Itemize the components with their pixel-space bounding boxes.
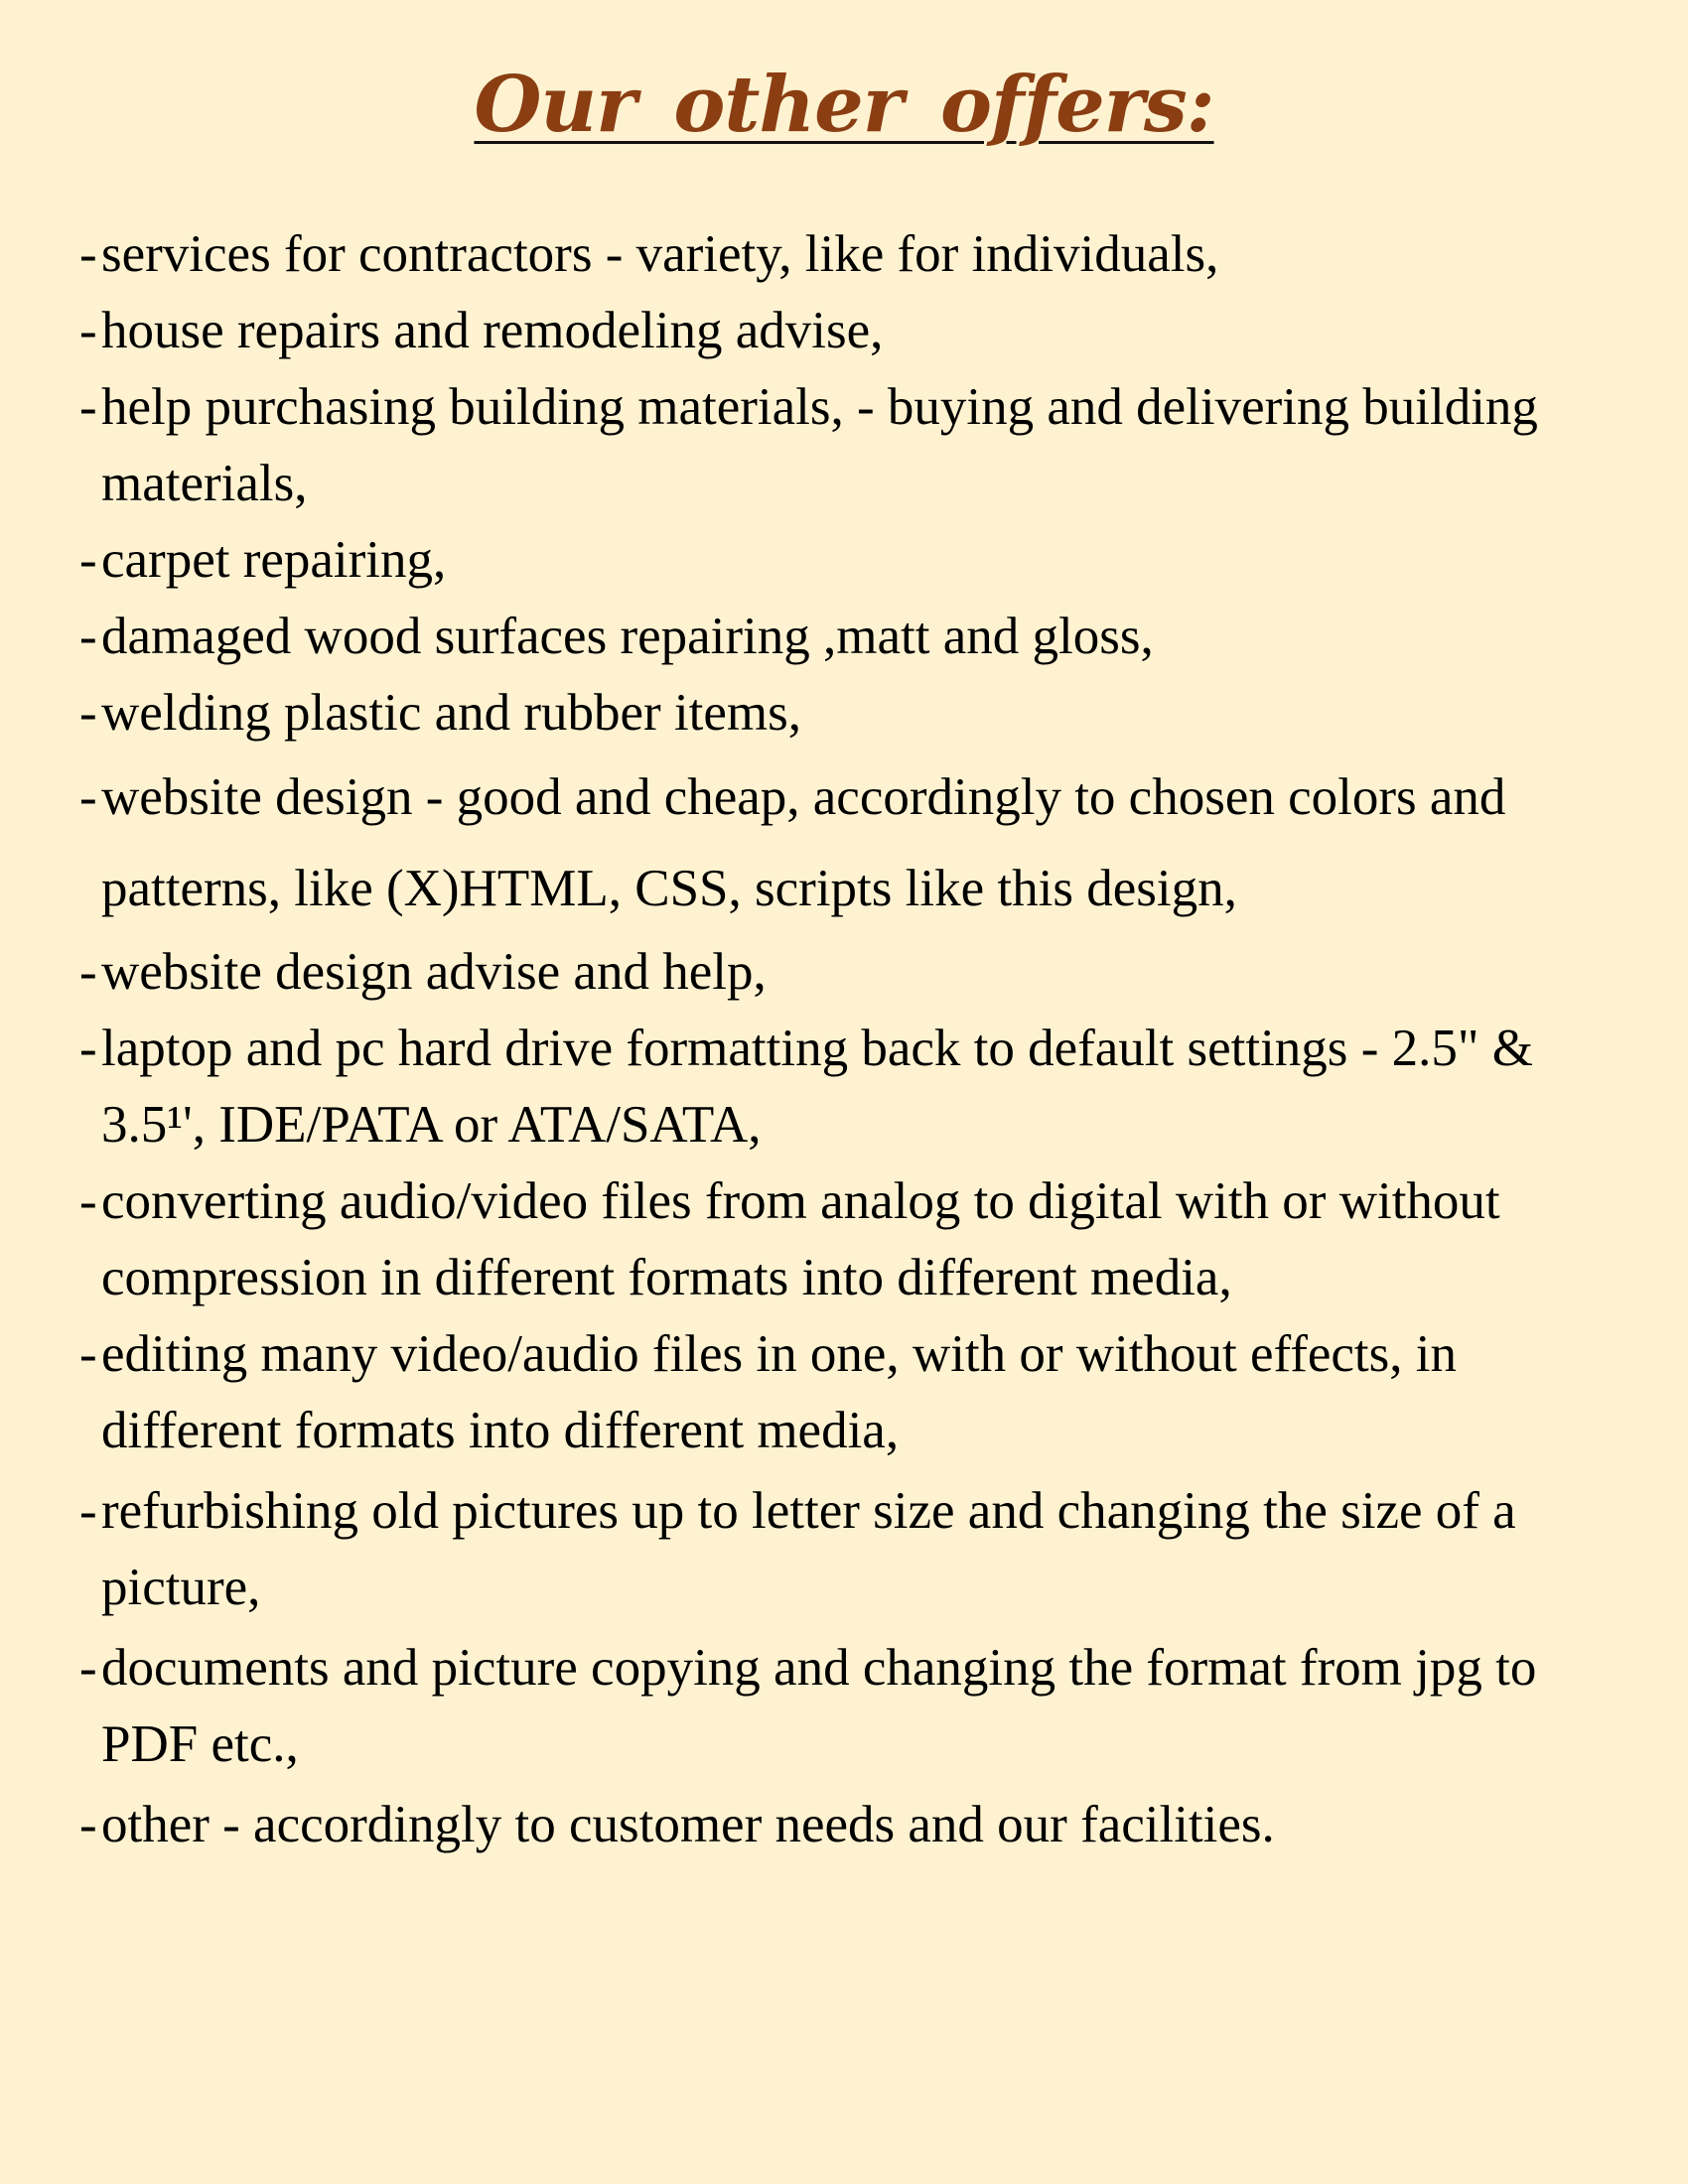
offer-text: damaged wood surfaces repairing ,matt and gloss, <box>101 608 1154 665</box>
bullet-dash: - <box>79 768 97 826</box>
bullet-dash: - <box>79 1796 97 1853</box>
offer-item-welding <box>79 675 1628 751</box>
offer-text: services for contractors - variety, like for individuals, <box>101 225 1219 283</box>
offer-text: refurbishing old pictures up to letter size and changing the size of a picture, <box>101 1482 1516 1616</box>
bullet-dash: - <box>79 302 97 359</box>
bullet-dash: - <box>79 943 97 1001</box>
offer-text: website design - good and cheap, accordingly to chosen colors and patterns, like (X)HTML, CSS, scripts like this design, <box>101 768 1506 917</box>
offer-text: website design advise and help, <box>101 943 767 1001</box>
bullet-dash: - <box>79 1482 97 1540</box>
bullet-dash: - <box>79 1639 97 1697</box>
offer-text: house repairs and remodeling advise, <box>101 302 884 359</box>
offer-item-website-design <box>79 751 1628 934</box>
offer-text: other - accordingly to customer needs and our facilities. <box>101 1796 1275 1853</box>
offers-list <box>79 216 1628 1863</box>
offer-item-documents <box>79 1630 1628 1783</box>
bullet-dash: - <box>79 1325 97 1383</box>
bullet-dash: - <box>79 608 97 665</box>
offer-text: help purchasing building materials, - buying and delivering building materials, <box>101 378 1538 512</box>
bullet-dash: - <box>79 225 97 283</box>
offer-item-pictures <box>79 1473 1628 1626</box>
offer-text: documents and picture copying and changing the format from jpg to PDF etc., <box>101 1639 1537 1773</box>
bullet-dash: - <box>79 378 97 436</box>
bullet-dash: - <box>79 1020 97 1077</box>
bullet-dash: - <box>79 684 97 742</box>
offer-text: welding plastic and rubber items, <box>101 684 802 742</box>
offer-item-carpet <box>79 522 1628 599</box>
offer-text: converting audio/video files from analog to digital with or without compression in different formats into different media, <box>101 1172 1500 1306</box>
offer-item-contractors <box>79 216 1628 293</box>
offer-item-hard-drive <box>79 1011 1628 1163</box>
offer-text: carpet repairing, <box>101 531 447 589</box>
bullet-dash: - <box>79 1172 97 1230</box>
offer-item-wood-surfaces <box>79 599 1628 675</box>
bullet-dash: - <box>79 531 97 589</box>
page-title-text: Our other offers: <box>474 60 1214 150</box>
offer-item-audio-video-edit <box>79 1316 1628 1469</box>
page-title <box>0 60 1688 150</box>
offer-text: editing many video/audio files in one, with or without effects, in different formats into different media, <box>101 1325 1457 1459</box>
offer-item-other <box>79 1787 1628 1863</box>
offer-text: laptop and pc hard drive formatting back to default settings - 2.5" & 3.5¹', IDE/PATA or ATA/SATA, <box>101 1020 1533 1154</box>
offer-item-website-advise <box>79 934 1628 1011</box>
offer-item-house-repairs <box>79 293 1628 369</box>
offer-item-audio-video-convert <box>79 1163 1628 1316</box>
offer-item-building-materials <box>79 369 1628 522</box>
